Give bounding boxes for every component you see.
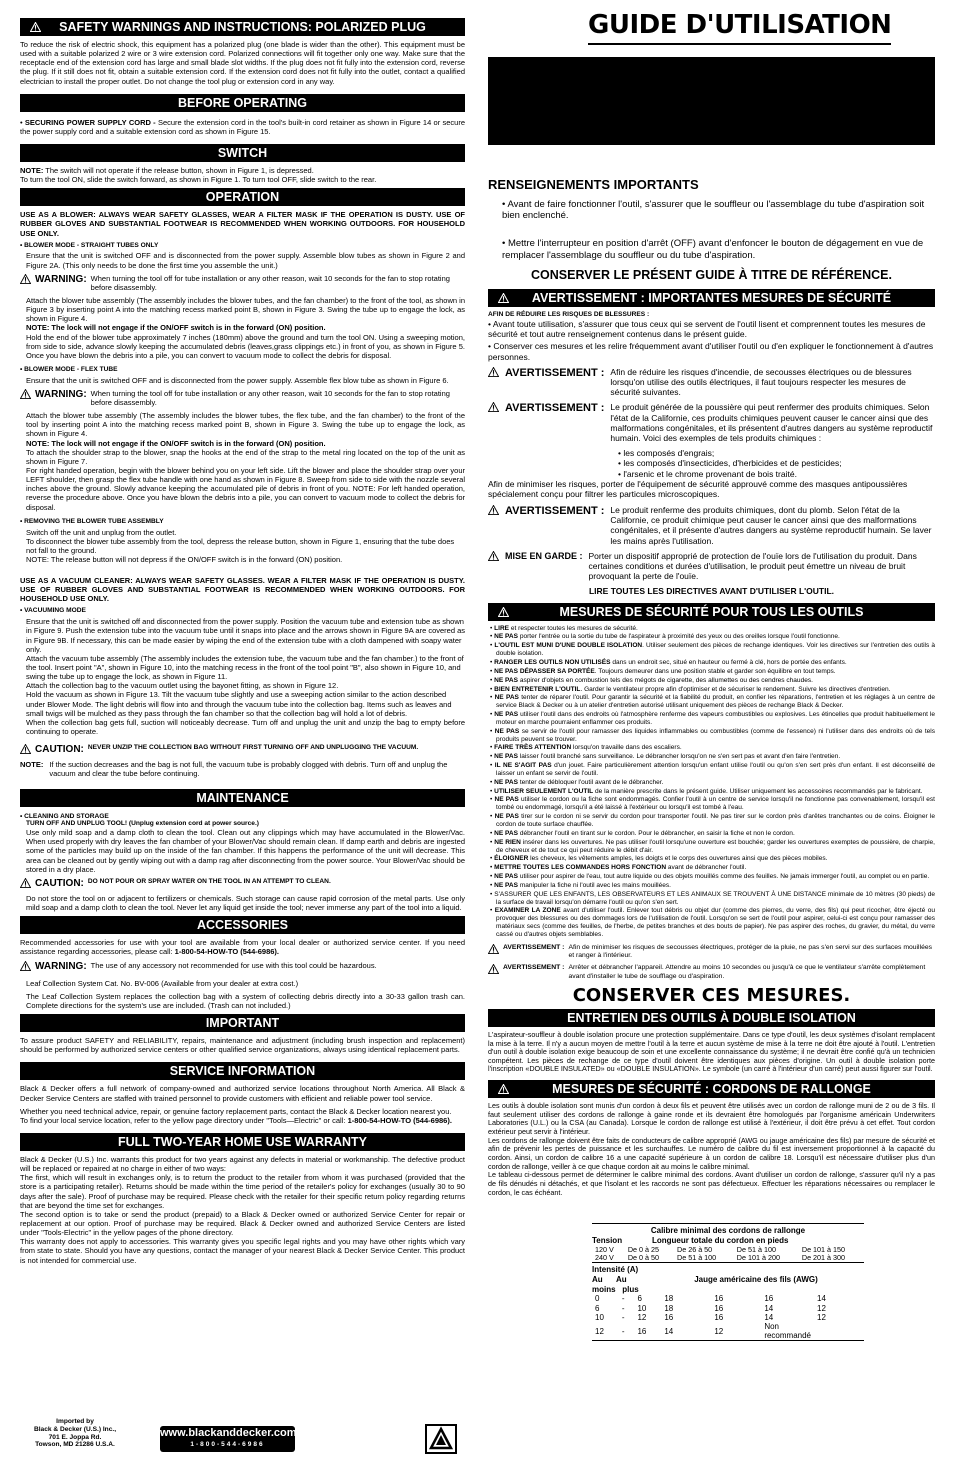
table-cell: 18	[664, 1294, 674, 1304]
header-safety-text: SAFETY WARNINGS AND INSTRUCTIONS: POLARIZED PLUG	[59, 20, 426, 34]
warning-icon	[488, 964, 499, 974]
afin-b2: • Conserver ces mesures et les relire fréquemment avant d'utiliser l'outil ou d'en expliquer le fonctionnement à d'autres personnes.	[488, 341, 935, 361]
mesure-item: • EXAMINER LA ZONE avant d'utiliser l'outil. Enlever tout débris ou objet dur (comme des pierres, du verre, des fils) qui peut ricocher, être éjecté ou provoquer des blessures ou des dommages lors de l'utilisation de l'outil. Lorsqu'on se sert de l'outil pour aspirer, celui-ci est conçu pour ramasser des matériaux secs (comme des feuilles, de l'herbe, de petites branches et des bouts de papier). Ne pas aspirer des roches, du gravier, du métal, du verre cassé ou d'autres objets semblables.	[490, 907, 935, 938]
avert-label: AVERTISSEMENT :	[505, 505, 605, 518]
header-avertissement	[488, 289, 935, 307]
table-cell: 14	[764, 1312, 774, 1322]
conserver-guide: CONSERVER LE PRÉSENT GUIDE À TITRE DE RÉFÉRENCE.	[531, 268, 892, 283]
svc-phone: 1-800-54-HOW-TO (544-6986).	[347, 1115, 452, 1125]
op-warning-2	[20, 389, 465, 407]
avert-label: AVERTISSEMENT :	[505, 366, 605, 379]
acc-warning	[20, 961, 465, 973]
conserver-mesures: CONSERVER CES MESURES.	[572, 984, 851, 1006]
imported-by: Imported by Black & Decker (U.S.) Inc., 701 E. Joppa Rd. Towson, MD 21286 U.S.A.	[33, 1418, 117, 1449]
svc-body: To find your local service location, refer to the yellow page directory under "Tools—Electric" or call:	[20, 1115, 346, 1125]
acc-phone: 1-800-54-HOW-TO (544-6986).	[174, 947, 280, 957]
op-note3-label: NOTE:	[20, 760, 44, 770]
table-cell: De 51 à 100	[677, 1252, 717, 1262]
table-cell: De 51 à 100	[736, 1244, 776, 1254]
mesure-item: • NE PAS débrancher l'outil en tirant sur le cordon. Pour le débrancher, en saisir la fiche et non le cordon.	[490, 829, 795, 837]
avert-2-text: Le produit générée de la poussière qui peut renfermer des produits chimiques. Selon l'état de la Californie, ces produits chimiques peuvent causer le cancer ainsi que des malformations congénitales, et ils présentent d'autres dangers au système reproductif humain. Voici des exemples de tels produits chimiques :	[610, 402, 933, 443]
table-cell: 16	[637, 1326, 647, 1336]
table-cell: 0	[595, 1294, 600, 1304]
header-rallonge-text: MESURES DE SÉCURITÉ : CORDONS DE RALLONGE	[552, 1082, 871, 1097]
switch-note-label: NOTE:	[20, 165, 44, 175]
table-cell: 12	[817, 1312, 826, 1322]
avert-label: AVERTISSEMENT :	[505, 402, 605, 415]
header-rallonge	[488, 1080, 935, 1098]
mesure-item: • NE PAS manipuler la fiche ni l'outil avec les mains mouillées.	[490, 881, 672, 889]
op-attach2: Attach the blower tube assembly (The assembly includes the blower tubes, the flex tube, and the fan chamber) to the front of the tool by inserting point A into the matching recess marked point B, shown in Figure 3. Swing the tube up to engage the lock, as shown in Figure 4.	[26, 411, 465, 439]
mesure-item: • NE PAS porter l'entrée ou la sortie du tube de l'aspirateur à proximité des yeux ou des oreilles lorsque l'outil fonctionne.	[490, 633, 840, 641]
header-mesures	[488, 603, 935, 621]
header-avertissement-text: AVERTISSEMENT : IMPORTANTES MESURES DE SÉCURITÉ	[531, 291, 892, 306]
svc-text1: Black & Decker offers a full network of company-owned and authorized service locations throughout North America. All Black & Decker Service Centers are staffed with trained personnel to provide customers with efficient and reliable power tool service.	[20, 1084, 465, 1103]
amp-moins-row	[592, 1285, 648, 1295]
table-cell: 16	[714, 1303, 724, 1313]
table-cell: De 0 à 50	[627, 1252, 659, 1262]
avert-3-text: Le produit renferme des produits chimiques, dont du plomb. Selon l'état de la Californie, ce produit chimique peut causer le cancer ainsi que des malformations congénitales, et il présente d'autres dangers au système reproductif humain. Se laver les mains après l'utilisation.	[610, 505, 932, 546]
switch-text1: The switch will not operate if the release button, shown in Figure 1, is depressed.	[45, 165, 314, 175]
before-label: SECURING POWER SUPPLY CORD -	[24, 117, 156, 127]
recycle-icon	[425, 1424, 457, 1454]
table-cell: De 101 à 200	[736, 1252, 780, 1262]
table-cell: 10	[637, 1303, 647, 1313]
acc-leaf2: The Leaf Collection System replaces the collection bag with a system of collecting debris directly into a 30-33 gallon trash can. Complete directions for the system's use are included. (Trash can not included.)	[26, 991, 465, 1010]
table-cell: 12	[637, 1312, 647, 1322]
table-row	[592, 1304, 864, 1313]
mesure-item: • BIEN ENTRETENIR L'OUTIL. Garder le ventilateur propre afin d'optimiser et de sécuriser le rendement. Suivre les directives d'entretien.	[490, 685, 891, 693]
op-vac5: When the collection bag gets full, suction will noticeably decrease. Turn off and unplug the unit and unzip the bag to empty before continuing to operate.	[26, 717, 465, 736]
table-cell: 240 V	[595, 1252, 614, 1262]
table-cell: 16	[714, 1312, 724, 1322]
acc-warn-text: The use of any accessory not recommended for use with this tool could be hazardous.	[90, 960, 377, 970]
op-warn2-text: When turning the tool off for tube installation or any other reason, wait 10 seconds for the fan to stop rotating before disassembly.	[90, 388, 450, 408]
table-cell: 12	[714, 1326, 724, 1336]
warning-icon	[30, 22, 41, 32]
op-warning-1	[20, 274, 465, 292]
header-maintenance: MAINTENANCE	[20, 789, 465, 807]
table-row	[592, 1254, 864, 1263]
header-important: IMPORTANT	[20, 1014, 465, 1032]
header-before: BEFORE OPERATING	[20, 94, 465, 112]
table-cell: 16	[714, 1294, 724, 1304]
table-row	[592, 1313, 864, 1322]
op-warn1-text: When turning the tool off for tube installation or any other reason, wait 10 seconds for the fan to stop rotating before disassembly.	[90, 273, 450, 292]
header-entretien: ENTRETIEN DES OUTILS À DOUBLE ISOLATION	[488, 1009, 935, 1027]
op-shoulder: To attach the shoulder strap to the blower, snap the hooks at the end of the strap to the metal ring located on the top of the unit as shown in Figure 7.	[26, 447, 465, 466]
op-use-vac: USE AS A VACUUM CLEANER: ALWAYS WEAR SAFETY GLASSES. WEAR A FILTER MASK IF THE OPERATION IS DUSTY. USE OF RUBBER GLOVES AND SUBSTANTIAL FOOTWEAR IS RECOMMENDED WHEN WORKING OUTDOORS. FOR HOUSEHOLD USE ONLY.	[20, 576, 465, 604]
op-note2: NOTE: The lock will not engage if the ON/OFF switch is in the forward (ON) position.	[26, 438, 326, 448]
table-cell: -	[621, 1303, 625, 1313]
mesure-item: • NE PAS tenter de débloquer l'outil avant de le débrancher.	[490, 778, 664, 786]
mesure-item: • FAIRE TRÈS ATTENTION lorsqu'on travaille dans des escaliers.	[490, 744, 682, 752]
op-straight-title: • BLOWER MODE - STRAIGHT TUBES ONLY	[20, 242, 465, 250]
op-vac1: Ensure that the unit is switched off and disconnected from the power supply. Position the vacuum tube and extension tube as shown in Figure 9. Push the extension tube into the vacuum tube until it snaps into place and the arrows shown in Figure 9A are covered as in Figure 9B. If necessary, this can be made easier by wiping the end of the extension tube with a cloth dampened with soapy water only.	[26, 617, 466, 654]
table-cell: De 0 à 25	[627, 1244, 659, 1254]
right-column	[488, 0, 935, 1341]
warning-icon	[20, 878, 31, 888]
mesure-item: • NE PAS utiliser pour aspirer de l'eau, tout autre liquide ou des objets mouillés comme des feuilles. Ne jamais immerger l'outil, au complet ou en partie.	[490, 873, 930, 881]
rallonge-1: Les outils à double isolation sont munis d'un cordon à deux fils et peuvent être utilisés avec un cordon de rallonge muni de 2 ou de 3 fils. Il faut seulement utiliser des cordons de rallonge à gaine ronde et ils devraient être homologués par l'organisme américain Underwriters Laboratories (U.L.) ou la CSA (au Canada). Lorsque le cordon de rallonge est utilisé à l'extérieur, il doit être prévu à cet effet. Tout cordon extérieur peut servir à l'intérieur.	[488, 1101, 935, 1137]
rens1: • Avant de faire fonctionner l'outil, s'assurer que le souffleur ou l'assemblage du tube d'aspiration soit bien enclenché.	[488, 199, 935, 223]
amp-head	[592, 1265, 864, 1294]
acc-leaf: Leaf Collection System Cat. No. BV-006 (Available from your dealer at extra cost.)	[26, 978, 299, 988]
table-plus: plus	[622, 1284, 639, 1294]
warning-icon	[498, 607, 509, 617]
mesure-item: • NE PAS utiliser le cordon ou la fiche sont endommagés. Confier l'outil à un centre de service lorsqu'il ne fonctionne pas convenablement, lorsqu'il est tombé ou endommagé, lorsqu'il a été laissé à l'extérieur ou lorsqu'il est tombé à l'eau.	[490, 796, 935, 812]
mesure-item: • NE PAS tirer sur le cordon ni se servir du cordon pour transporter l'outil. Ne pas tirer sur le cordon près d'arêtes tranchantes ou de coins. Éloigner le cordon de toute surface chauffée.	[490, 813, 936, 828]
logo-phone: 1-800-544-6986	[190, 1441, 265, 1448]
rallonge-2: Les cordons de rallonge doivent être faits de conducteurs de calibre approprié (AWG ou jauge américaine des fils) par mesure de sécurité et afin de prévenir les pertes de puissance et les surchauffes. Le numéro de calibre du fil est inversement proportionnel à la capacité du cordon. Ainsi, un cordon de calibre 16 a une capacité supérieure à un cordon de calibre 18. Lorsqu'il est nécessaire d'utiliser plus d'un cordon de rallonge, veiller à ce que chaque cordon ait au moins le calibre minimal.	[488, 1135, 935, 1171]
table-cell: 16	[764, 1294, 774, 1304]
acc-text	[20, 938, 465, 956]
av2-list-1: • les composés d'engrais;	[618, 448, 715, 459]
table-cell: 12	[595, 1326, 604, 1336]
table-cell: 6	[595, 1303, 600, 1313]
amp-au-row	[592, 1275, 648, 1285]
mes-avert-1-text: Afin de minimiser les risques de secousses électriques, protéger de la pluie, ne pas s'en servi sur des surfaces mouillées et ranger à l'intérieur.	[568, 943, 933, 960]
amp-table	[592, 1294, 864, 1341]
mise-en-garde	[488, 551, 935, 582]
safety-text: To reduce the risk of electric shock, this equipment has a polarized plug (one blade is wider than the other). This equipment must be used with a suitable polarized 2 wire or 3 wire extension cord. Polarized connections will fit together only one way. Make sure that the receptacle end of the extension cord has large and small blade slot widths. If the plug does not fit fully into the extension cord, reverse the plug. If it still does not fit, obtain a suitable extension cord. If the extension cord does not fit fully into the outlet, contact a qualified electrician to install the proper outlet. Do not change the tool plug or extension cord in any way.	[20, 40, 465, 86]
table-cell: 14	[664, 1326, 674, 1336]
title-black-band	[488, 57, 935, 145]
mesure-item: • METTRE TOUTES LES COMMANDES HORS FONCTION avant de débrancher l'outil.	[490, 864, 747, 872]
table-cell: De 101 à 150	[801, 1244, 846, 1254]
maint-text2: Do not store the tool on or adjacent to fertilizers or chemicals. Such storage can cause rapid corrosion of the metal parts. Use only mild soap and a damp cloth to clean the tool. Never let any liquid get inside the tool; never immerse any part of the tool into a liquid.	[26, 893, 465, 913]
svc-text3	[20, 1116, 465, 1125]
table-cell: 14	[764, 1303, 774, 1313]
table-cell: 6	[637, 1294, 642, 1304]
maint-text1: Use only mild soap and a damp cloth to clean the tool. Clean out any clippings which may have accumulated in the Blower/Vac. When used properly with dry leaves the fan chamber of your Blower/Vac should remain clean. If damp earth and debris are ingested some of the particles may build up on the inside of the fan chamber. If this happens the performance of the unit will decrease. This area can be cleaned out by gently wiping out with a damp rag after disconnecting from the power source. Your Blower/Vac should be stored in a dry place.	[26, 828, 465, 874]
table-cell: 16	[664, 1312, 674, 1322]
table-cell	[814, 1322, 864, 1341]
op-vac4: Hold the vacuum as shown in Figure 13. Tilt the vacuum tube slightly and use a sweeping action similar to the action described under Blower Mode. The light debris will flow into and through the vacuum tube into the collection bag. Items such as leaves and small twigs will be mulched as they pass through the fan chamber so that the collection bag will hold a lot of debris.	[26, 690, 452, 718]
table-row	[592, 1322, 864, 1341]
before-body: Secure the extension cord in the tool's built-in cord retainer as shown in Figure 14 or secure the power supply cord and a suitable extension cord as shown in Figure 15.	[20, 117, 465, 136]
table-cell: 12	[817, 1303, 826, 1313]
rens2: • Mettre l'interrupteur en position d'arrêt (OFF) avant d'enfoncer le bouton de dégagement en vue de remplacer l'assemblage du souffleur ou du tube d'aspiration.	[488, 238, 935, 262]
warning-icon	[488, 402, 499, 412]
before-text	[20, 118, 465, 136]
table-au: Au	[592, 1274, 603, 1284]
table-intensite: Intensité (A)	[592, 1265, 639, 1275]
left-column	[20, 0, 465, 1269]
av2-list-2: • les composés d'insecticides, d'herbicides et de pesticides;	[618, 458, 842, 469]
op-use-blower: USE AS A BLOWER: ALWAYS WEAR SAFETY GLASSES, WEAR A FILTER MASK IF THE OPERATION IS DUSTY. USE OF RUBBER GLOVES AND SUBSTANTIAL FOOTWEAR IS RECOMMENDED WHEN WORKING OUTDOORS. FOR HOUSEHOLD USE ONLY.	[20, 210, 465, 238]
op-remove-title: • REMOVING THE BLOWER TUBE ASSEMBLY	[20, 518, 465, 526]
op-flex-title: • BLOWER MODE - FLEX TUBE	[20, 366, 465, 374]
mesure-item: • NE RIEN insérer dans les ouvertures. Ne pas utiliser l'outil lorsqu'une ouverture est bouchée; garder les ouvertures exemptes de poussière, de charpie, de cheveux et de tout ce qui peut réduire le débit d'air.	[490, 838, 935, 854]
amp-labels	[592, 1265, 648, 1294]
page-title: GUIDE D'UTILISATION	[588, 10, 891, 45]
maint-turnoff: TURN OFF AND UNPLUG TOOL! (Unplug extension cord at power source.)	[26, 820, 259, 828]
warning-icon	[488, 551, 499, 561]
header-service: SERVICE INFORMATION	[20, 1062, 465, 1080]
op-caution-text: NEVER UNZIP THE COLLECTION BAG WITHOUT FIRST TURNING OFF AND UNPLUGGING THE VACUUM.	[87, 744, 419, 752]
op-attach1: Attach the blower tube assembly (The assembly includes the blower tubes, and the fan chamber) to the front of the tool, as shown in Figure 3 by inserting point A into the matching recess marked point B, shown in Figure 3. Swing the tube up to engage the lock, as shown in Figure 4.	[26, 296, 465, 324]
maint-caution	[20, 878, 465, 890]
mesure-item: • LIRE et respecter toutes les mesures de sécurité.	[490, 624, 638, 632]
mesure-item: • ÉLOIGNER les cheveux, les vêtements amples, les doigts et le corps des ouvertures ainsi que des pièces mobiles.	[490, 855, 828, 863]
warning-icon	[20, 744, 31, 754]
warning-label: WARNING:	[35, 388, 87, 400]
op-caution	[20, 744, 465, 756]
op-straight-text: Ensure that the unit is switched OFF and is disconnected from the power supply. Assemble blow tubes as shown in Figure 2 and Figure 2A. (This only needs to be done the first time you assemble the unit.)	[26, 251, 465, 270]
svc-text2: Whether you need technical advice, repair, or genuine factory replacement parts, contact the Black & Decker location nearest you.	[20, 1106, 452, 1116]
header-mesures-text: MESURES DE SÉCURITÉ POUR TOUS LES OUTILS	[559, 604, 864, 619]
warning-label: WARNING:	[35, 960, 87, 972]
warning-label: WARNING:	[35, 273, 87, 285]
header-switch: SWITCH	[20, 144, 465, 162]
rallonge-3: Le tableau ci-dessous permet de déterminer le calibre minimal des cordons. Avant d'utiliser un cordon de rallonge, s'assurer qu'il n'y a pas de fils dénudés ni détachés, et que l'isolant et les raccords ne sont pas défectueux. Effectuer les réparations nécessaires ou remplacer le cordon, le cas échéant.	[488, 1170, 935, 1197]
avert-1	[488, 367, 935, 398]
table-cell: De 26 à 50	[677, 1244, 713, 1254]
mesure-item: • NE PAS laisser l'outil branché sans surveillance. Le débrancher lorsqu'on ne s'en sert pas et avant d'en faire l'entretien.	[490, 753, 841, 761]
war3: The second option is to take or send the product (prepaid) to a Black & Decker owned or authorized Service Center for repair or replacement at our option. Proof of purchase may be required. Black & Decker owned and authorized Service Centers are listed under "Tools-Electric" in the yellow pages of the phone directory.	[20, 1209, 465, 1238]
mes-avert-1	[488, 944, 935, 961]
war4: This warranty does not apply to accessories. This warranty gives you specific legal rights and you may have other rights which vary from state to state. Should you have any questions, contact the manager of your nearest Black & Decker Service Center. This product is not intended for commercial use.	[20, 1237, 465, 1265]
mesure-item: • NE PAS tenter de réparer l'outil. Pour garantir la sécurité et la fiabilité du produit, en confier les réparations, l'entretien et les réglages à un centre de service Black & Decker ou à un atelier d'entretien autorisé utilisant uniquement des pièces de rechange Black & Decker.	[490, 694, 936, 710]
entretien-text: L'aspirateur-souffleur à double isolation procure une protection supplémentaire. Dans ce type d'outil, les deux systèmes d'isolant remplacent la mise à la terre. Il n'y a aucun moyen de mettre l'outil à la terre et aucun système de mise à la terre ne doit être ajouté à l'outil. L'entretien d'un outil à double isolation exige beaucoup de soin et une excellente connaissance du système; il ne devrait être confié qu'à un technicien compétent. Les pièces de rechange de ce type d'outil doivent être identiques aux pièces d'origine. Un outil à double isolation porte l'inscription «DOUBLE INSULATED» ou «DOUBLE INSULATION». Le symbole (un carré à l'intérieur d'un carré) peut aussi figurer sur l'outil.	[488, 1029, 935, 1074]
op-vac3: Attach the collection bag to the vacuum outlet using the bayonet fitting, as shown in Figure 12.	[26, 681, 339, 691]
table-longueur: Longueur totale du cordon en pieds	[652, 1235, 789, 1245]
header-warranty: FULL TWO-YEAR HOME USE WARRANTY	[20, 1133, 465, 1151]
table-jauge: Jauge américaine des fils (AWG)	[694, 1275, 818, 1285]
voltage-table	[592, 1246, 864, 1264]
acc-body: Recommended accessories for use with your tool are available from your local dealer or authorized service center. If you need assistance regarding accessories, please call:	[20, 938, 465, 957]
mesures-list	[488, 625, 935, 939]
avert-label: AVERTISSEMENT :	[503, 943, 565, 951]
table-cell: 120 V	[595, 1244, 614, 1254]
mesure-item: • NE PAS utiliser l'outil dans des endroits où l'atmosphère renferme des vapeurs combustibles ou explosives. Les étincelles que produit habituellement le moteur en marche pourraient enflammer ces produits.	[490, 711, 935, 726]
op-vac2: Attach the vacuum tube assembly (The assembly includes the extension tube, the vacuum tube and the fan chamber.) to the front of the tool. Insert point "A", shown in Figure 10, into the matching recess in the front of the tool point "B", also shown in Figure 10, and swing the tube up to engage the lock, as shown in Figure 11.	[26, 653, 464, 682]
footer	[20, 1418, 465, 1468]
mise-text: Porter un dispositif approprié de protection de l'ouïe lors de l'utilisation du produit. Dans certaines conditions et durées d'utilisation, le produit peut émettre un niveau de bruit provoquant la perte de l'ouïe.	[588, 550, 917, 582]
imp-text: To assure product SAFETY and RELIABILITY, repairs, maintenance and adjustment (including brush inspection and replacement) should be performed by authorized service centers or other qualified service organizations, always using identical replacement parts.	[20, 1036, 465, 1055]
op-note3	[20, 760, 465, 778]
op-remove2: To disconnect the blower tube assembly from the tool, depress the release button, shown in Figure 1, ensuring that the tube does not fall to the ground.	[26, 536, 455, 555]
warning-icon	[488, 944, 499, 954]
table-cell: -	[621, 1294, 625, 1304]
mes-avert-2	[488, 964, 935, 981]
switch-note	[20, 166, 465, 175]
op-note1: NOTE: The lock will not engage if the ON/OFF switch is in the forward (ON) position.	[26, 323, 326, 333]
header-safety	[20, 18, 465, 36]
op-right: For right handed operation, begin with the blower behind you on your left side. Lift the blower and place the shoulder strap over your LEFT shoulder, then grasp the flex tube handle with one hand as shown in Figure 8. Sweep from side to side with the nozzle several inches above the ground. Slowly advance keeping the accumulated pile of debris in front of you. NOTE: For left handed operation, reverse the procedure above. Once you have blown the debris into a pile, you can convert to vacuum mode to collect the debris for disposal.	[26, 466, 465, 512]
mes-avert-2-text: Arrêter et débrancher l'appareil. Attendre au moins 10 secondes ou jusqu'à ce que le ventilateur s'arrête complètement avant d'installer le tube de soufflage ou d'aspiration.	[568, 964, 926, 980]
header-operation: OPERATION	[20, 188, 465, 206]
mesure-item: • NE PAS aspirer d'objets en combustion tels des mégots de cigarette, des allumettes ou des cendres chaudes.	[490, 676, 813, 684]
op-hold1: Hold the end of the blower tube approximately 7 inches (180mm) above the ground and turn the tool ON. Using a sweeping motion, from side to side, advance slowly keeping the accumulated debris (leaves,grass clippings etc.) in front of you, as shown in Figure 5. Once you have blown the debris into a pile, you can convert to vacuum mode to collect the debris for disposal.	[26, 332, 465, 360]
av2-after: Afin de minimiser les risques, porter de l'équipement de sécurité approuvé comme des masques antipoussières spécialement conçu pour filtrer les particules microscopiques.	[488, 478, 908, 499]
table-cell: 10	[595, 1312, 604, 1322]
av2-list-3: • l'arsenic et le chrome provenant de bois traité.	[618, 468, 797, 479]
warning-icon	[20, 389, 31, 399]
war1: Black & Decker (U.S.) Inc. warrants this product for two years against any defects in material or workmanship. The defective product will be replaced or repaired at no charge in either of two ways:	[20, 1154, 465, 1174]
caution-label: CAUTION:	[35, 744, 84, 756]
avert-label: AVERTISSEMENT :	[503, 964, 565, 972]
header-accessories: ACCESSORIES	[20, 916, 465, 934]
war2: The first, which will result in exchanges only, is to return the product to the retailer from whom it was purchased (provided that the store is a participating retailer). Returns should be made within the time period of the retailer's policy for exchanges (usually 30 to 90 days after the sale). Proof of purchase may be required. Please check with the retailer for their specific return policy regarding returns that are beyond the time set for exchanges.	[20, 1173, 465, 1210]
mesure-item: • NE PAS se servir de l'outil pour ramasser des liquides inflammables ou combustibles (comme de l'essence) ni l'utiliser dans des endroits où de tels produits peuvent se trouver.	[490, 727, 936, 743]
table-title: Calibre minimal des cordons de rallonge	[592, 1223, 864, 1236]
switch-text2: To turn the tool ON, slide the switch forward, as shown in Figure 1. To turn tool OFF, slide switch to the rear.	[20, 175, 377, 185]
avert-3	[488, 505, 935, 546]
blackanddecker-logo	[160, 1426, 295, 1452]
mesure-item: • S'ASSURER QUE LES ENFANTS, LES OBSERVATEURS ET LES ANIMAUX SE TROUVENT À UNE DISTANCE minimale de 10 mètres (30 pieds) de la surface de travail lorsqu'on démarre l'outil ou qu'on s'en sert.	[490, 890, 935, 906]
table-cell: Non recommandé	[764, 1322, 811, 1341]
op-note3-text: If the suction decreases and the bag is not full, the vacuum tube is probably clogged with debris. Turn off and unplug the vacuum and clear the tube before continuing.	[49, 760, 448, 779]
logo-text: www.blackanddecker.com	[160, 1427, 297, 1439]
warning-icon	[20, 274, 31, 284]
maint-caution-text: DO NOT POUR OR SPRAY WATER ON THE TOOL IN AN ATTEMPT TO CLEAN.	[87, 877, 331, 885]
caution-label: CAUTION:	[35, 877, 84, 889]
table-cell: 18	[664, 1303, 674, 1313]
table-cell: 14	[817, 1294, 826, 1304]
table-au2: Au	[616, 1274, 627, 1284]
afin-b1: • Avant toute utilisation, s'assurer que tous ceux qui se servent de l'outil lisent et comprennent toutes les mesures de sécurité et tout autre renseignement contenus dans le présent guide.	[488, 319, 935, 339]
mise-label: MISE EN GARDE :	[505, 550, 583, 561]
warning-icon	[20, 961, 31, 971]
maint-title: • CLEANING AND STORAGE	[20, 813, 465, 821]
avert-1-text: Afin de réduire les risques d'incendie, de secousses électriques ou de blessures lorsqu'on utilise des outils électriques, il faut toujours respecter les mesures de sécurité suivantes.	[610, 366, 912, 398]
cord-table	[592, 1223, 864, 1341]
table-cell: De 201 à 300	[801, 1252, 846, 1262]
lire-toutes: LIRE TOUTES LES DIRECTIVES AVANT D'UTILISER L'OUTIL.	[588, 586, 835, 597]
table-row	[592, 1294, 864, 1303]
avert-2	[488, 402, 935, 443]
op-remove-note: NOTE: The release button will not depress if the ON/OFF switch is in the forward (ON) position.	[26, 554, 343, 564]
op-remove1: Switch off the unit and unplug from the outlet.	[26, 527, 177, 537]
mesure-item: • RANGER LES OUTILS NON UTILISÉS dans un endroit sec, situé en hauteur ou fermé à clé, hors de portée des enfants.	[490, 658, 847, 666]
mesure-item: • IL NE S'AGIT PAS d'un jouet. Faire particulièrement attention lorsqu'un enfant utilise l'outil ou qu'on s'en sert près d'un enfant. Il est déconseillé de laisser un enfant se servir de l'outil.	[490, 762, 935, 777]
op-vac-title: • VACUUMING MODE	[20, 607, 465, 615]
table-moins: moins	[592, 1284, 616, 1294]
table-cell: -	[621, 1312, 625, 1322]
mesure-item: • NE PAS DÉPASSER SA PORTÉE. Toujours demeurer dans une position stable et garder son équilibre en tout temps.	[490, 667, 836, 675]
heading-renseignements: RENSEIGNEMENTS IMPORTANTS	[488, 176, 699, 192]
table-tension: Tension	[592, 1235, 623, 1245]
warning-icon	[498, 1084, 509, 1094]
op-flex-text: Ensure that the unit is switched OFF and is disconnected from the power supply. Assemble flex blow tube as shown in Figure 6.	[26, 375, 449, 385]
warning-icon	[498, 293, 509, 303]
warning-icon	[488, 505, 499, 515]
mesure-item: • UTILISER SEULEMENT L'OUTIL de la manière prescrite dans le présent guide. Utiliser uniquement les accessoires recommandés par le fabricant.	[490, 787, 923, 795]
afin-title: AFIN DE RÉDUIRE LES RISQUES DE BLESSURES :	[488, 311, 650, 319]
mesure-item: • L'OUTIL EST MUNI D'UNE DOUBLE ISOLATION. Utiliser seulement des pièces de rechange identiques. Voir les directives sur l'entretien des outils à double isolation.	[490, 642, 935, 658]
table-cell: -	[621, 1326, 625, 1336]
warning-icon	[488, 367, 499, 377]
